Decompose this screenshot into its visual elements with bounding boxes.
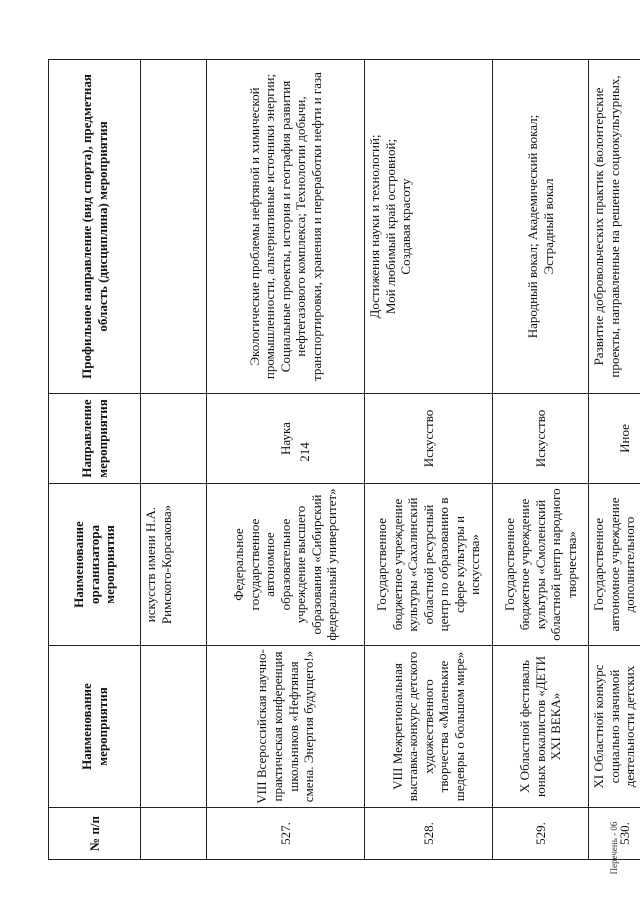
table-row [365, 60, 493, 860]
cell-direction: Наука [207, 394, 365, 484]
header-organizer: Наименование организатора мероприятия [49, 484, 141, 646]
page-number: 214 [297, 442, 312, 462]
cell-direction: Искусство [365, 394, 493, 484]
table-row [141, 60, 207, 860]
cell-profile: Достижения науки и технологий; Мой любимый край островной; Создавая красоту [365, 60, 493, 394]
cell-organizer: Государственное бюджетное учреждение культуры «Сахалинский областной ресурсный центр по образованию в сфере культуры и искусства» [365, 484, 493, 646]
cell-event-name: XI Областной конкурс социально значимой деятельности детских [589, 646, 640, 808]
table-row [589, 60, 640, 860]
cell-number: 530. [589, 808, 640, 860]
cell-event-name: VIII Межрегиональная выставка-конкурс детского художественного творчества «Маленькие шедевры о большом мире» [365, 646, 493, 808]
table-header-row [49, 60, 141, 860]
cell-organizer: Государственное автономное учреждение дополнительного [589, 484, 640, 646]
events-table [48, 59, 640, 860]
header-number: № п/п [49, 808, 141, 860]
header-profile: Профильное направление (вид спорта), предметная область (дисциплина) мероприятия [49, 60, 141, 394]
header-direction: Направление мероприятия [49, 394, 141, 484]
cell-profile: Развитие добровольческих практик (волонтерские проекты, направленные на решение социокультурных, [589, 60, 640, 394]
table-row [207, 60, 365, 860]
table-row [493, 60, 589, 860]
cell-number: 527. [207, 808, 365, 860]
cell-event-name: X Областной фестиваль юных вокалистов «ДЕТИ XXI ВЕКА» [493, 646, 589, 808]
cell-profile [141, 60, 207, 394]
cell-organizer: Государственное бюджетное учреждение культуры «Смоленский областной центр народного творчества» [493, 484, 589, 646]
cell-organizer: Федеральное государственное автономное образовательное учреждение высшего образования «Сибирский федеральный университет» [207, 484, 365, 646]
cell-number: 529. [493, 808, 589, 860]
cell-event-name [141, 646, 207, 808]
cell-number: 528. [365, 808, 493, 860]
cell-direction [141, 394, 207, 484]
footer-mark: Перечень - 06 [609, 821, 619, 875]
cell-profile: Народный вокал; Академический вокал; Эстрадный вокал [493, 60, 589, 394]
cell-profile: Экологические проблемы нефтяной и химической промышленности, альтернативные источники энергии; Социальные проекты, история и география развития нефтегазового комплекса; Технологии добычи, транспортировки, хранения и переработки нефти и газа [207, 60, 365, 394]
cell-direction: Иное [589, 394, 640, 484]
cell-number [141, 808, 207, 860]
cell-event-name: VIII Всероссийская научно-практическая конференция школьников «Нефтяная смена. Энергия будущего!» [207, 646, 365, 808]
header-event-name: Наименование мероприятия [49, 646, 141, 808]
cell-organizer: искусств имени Н.А. Римского-Корсакова» [141, 484, 207, 646]
cell-direction: Искусство [493, 394, 589, 484]
